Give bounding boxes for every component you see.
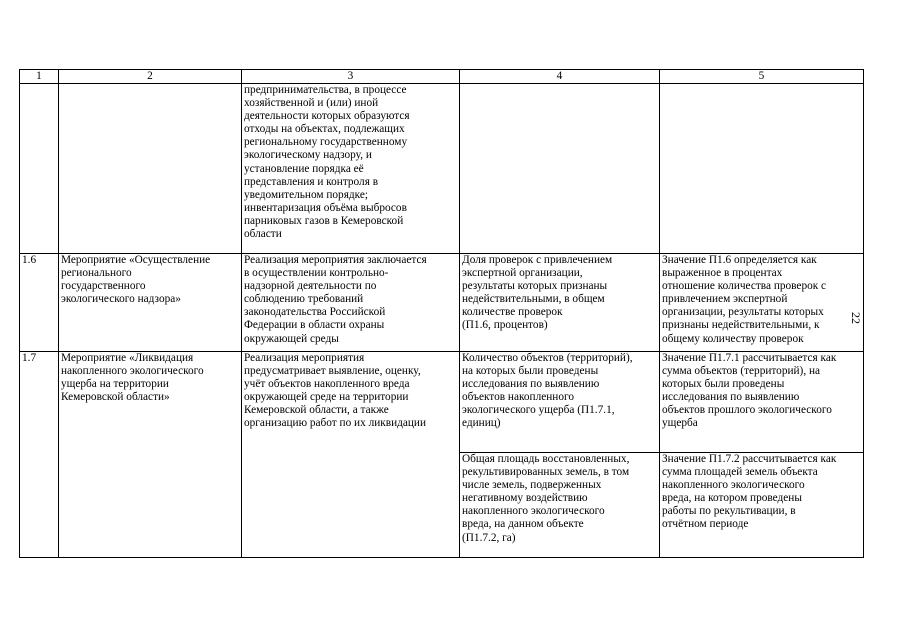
cell-calculation: Значение П1.7.2 рассчитывается как сумма площадей земель объекта накопленного экологического вреда, на котором проведены работы по рекультивации, в отчётном периоде [660,453,864,558]
table-row-1-6 [20,254,864,352]
cell-description: Реализация мероприятия предусматривает выявление, оценку, учёт объектов накопленного вреда окружающей среде на территории Кемеровской области, а также организацию работ по их ликвидации [242,352,460,558]
header-cell-4: 4 [460,70,660,84]
cell-indicator [460,84,660,254]
cell-num: 1.6 [20,254,59,352]
cell-num: 1.7 [20,352,59,558]
cell-description: Реализация мероприятия заключается в осуществлении контрольно- надзорной деятельности по соблюдению требований законодательства Российской Федерации в области охраны окружающей среды [242,254,460,352]
cell-event [59,84,242,254]
cell-indicator: Доля проверок с привлечением экспертной организации, результаты которых признаны недействительными, в общем количестве проверок (П1.6, процентов) [460,254,660,352]
cell-num [20,84,59,254]
measures-table [19,69,864,558]
header-cell-1: 1 [20,70,59,84]
header-row [20,70,864,84]
header-cell-3: 3 [242,70,460,84]
page-number: 22 [849,312,863,324]
table-row-continued [20,84,864,254]
cell-calculation [660,84,864,254]
cell-calculation: Значение П1.6 определяется как выраженное в процентах отношение количества проверок с привлечением экспертной организации, результаты которых признаны недействительными, к общему количеству проверок [660,254,864,352]
cell-event: Мероприятие «Осуществление регионального государственного экологического надзора» [59,254,242,352]
header-cell-2: 2 [59,70,242,84]
cell-description: предпринимательства, в процессе хозяйственной и (или) иной деятельности которых образуются отходы на объектах, подлежащих региональному государственному экологическому надзору, и установление порядка её представления и контроля в уведомительном порядке; инвентаризация объёма выбросов парниковых газов в Кемеровской области [242,84,460,254]
cell-indicator: Количество объектов (территорий), на которых были проведены исследования по выявлению объектов накопленного экологического ущерба (П1.7.1, единиц) [460,352,660,453]
cell-event: Мероприятие «Ликвидация накопленного экологического ущерба на территории Кемеровской области» [59,352,242,558]
table-row-1-7a [20,352,864,453]
cell-indicator: Общая площадь восстановленных, рекультивированных земель, в том числе земель, подверженных негативному воздействию накопленного экологического вреда, на данном объекте (П1.7.2, га) [460,453,660,558]
cell-calculation: Значение П1.7.1 рассчитывается как сумма объектов (территорий), на которых были проведены исследования по выявлению объектов прошлого экологического ущерба [660,352,864,453]
header-cell-5: 5 [660,70,864,84]
